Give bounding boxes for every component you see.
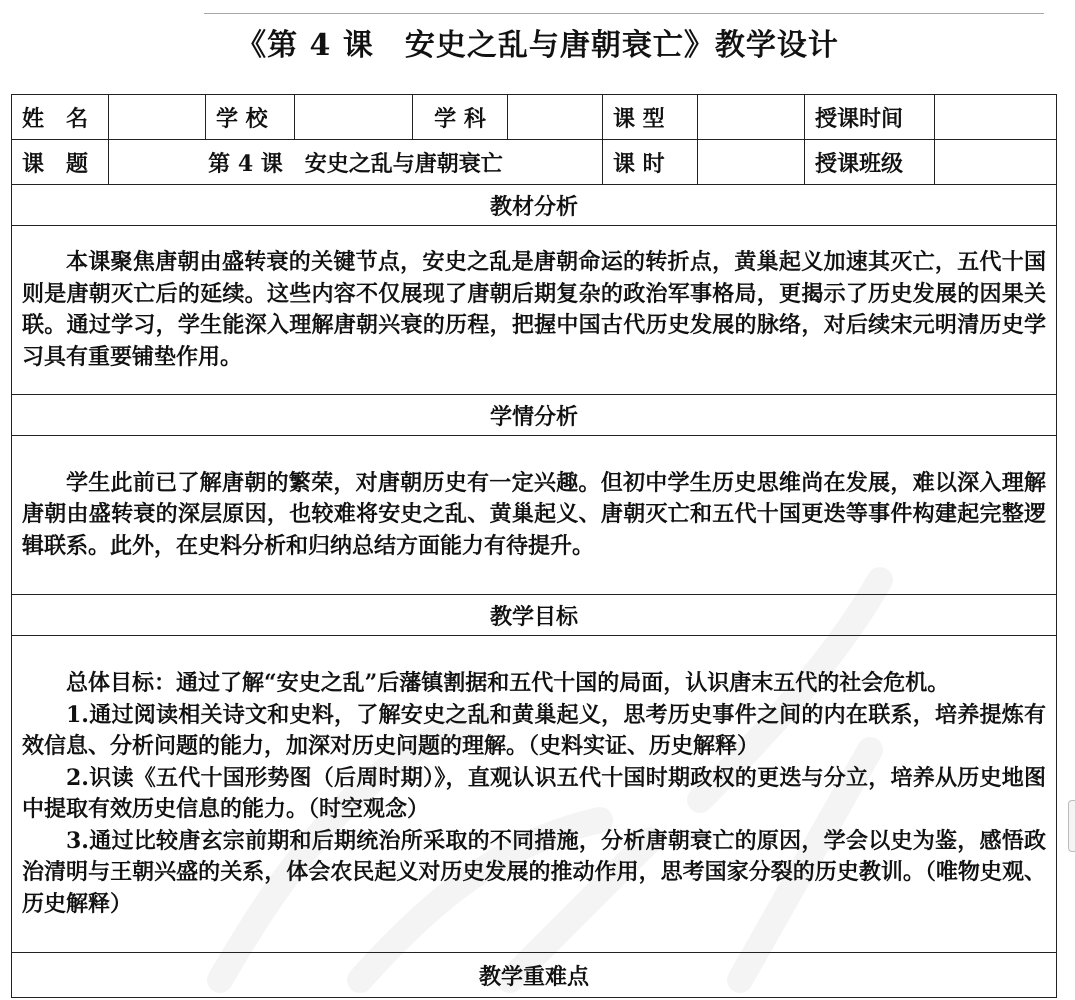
name-label: 姓 名 (12, 95, 109, 140)
lesson-design-table (11, 94, 1057, 998)
textbook-analysis-paragraph: 本课聚焦唐朝由盛转衰的关键节点，安史之乱是唐朝命运的转折点，黄巢起义加速其灭亡，五代十国则是唐朝灭亡后的延续。这些内容不仅展现了唐朝后期复杂的政治军事格局，更揭示了历史发展的因果关联。通过学习，学生能深入理解唐朝兴衰的历程，把握中国古代历史发展的脉络，对后续宋元明清历史学习具有重要铺垫作用。 (22, 249, 1046, 370)
goal-item-3: 3.通过比较唐玄宗前期和后期统治所采取的不同措施，分析唐朝衰亡的原因，学会以史为鉴，感悟政治清明与王朝兴盛的关系，体会农民起义对历史发展的推动作用，思考国家分裂的历史教训。（唯物史观、历史解释） (22, 827, 1046, 917)
school-label: 学 校 (206, 95, 295, 140)
teaching-time-label: 授课时间 (805, 95, 935, 140)
document-title: 《第 4 课 安史之乱与唐朝衰亡》教学设计 (236, 28, 839, 63)
student-analysis-heading: 学情分析 (12, 395, 1057, 436)
header-rule (204, 13, 1044, 14)
topic-value: 第 4 课 安史之乱与唐朝衰亡 (109, 140, 603, 185)
goal-item-1: 1.通过阅读相关诗文和史料，了解安史之乱和黄巢起义，思考历史事件之间的内在联系，培养提炼有效信息、分析问题的能力，加深对历史问题的理解。（史料实证、历史解释） (22, 701, 1046, 759)
topic-label: 课 题 (12, 140, 109, 185)
teaching-time-value[interactable] (935, 95, 1057, 140)
teaching-goals-heading: 教学目标 (12, 595, 1057, 636)
class-label: 授课班级 (805, 140, 935, 185)
textbook-analysis-header (12, 185, 1057, 226)
lesson-type-value[interactable] (698, 95, 805, 140)
overall-goal-paragraph: 总体目标：通过了解“安史之乱”后藩镇割据和五代十国的局面，认识唐末五代的社会危机。 (66, 670, 950, 696)
subject-label: 学 科 (413, 95, 508, 140)
teaching-goals-header (12, 595, 1057, 636)
meta-row-2 (12, 140, 1057, 185)
name-value[interactable] (109, 95, 206, 140)
periods-label: 课 时 (603, 140, 698, 185)
page-edge-tab[interactable] (1068, 800, 1075, 852)
student-analysis-header (12, 395, 1057, 436)
key-points-heading: 教学重难点 (12, 953, 1057, 998)
meta-row-1 (12, 95, 1057, 140)
class-value[interactable] (935, 140, 1057, 185)
periods-value[interactable] (698, 140, 805, 185)
goal-item-2: 2.识读《五代十国形势图（后周时期）》，直观认识五代十国时期政权的更迭与分立，培养从历史地图中提取有效历史信息的能力。（时空观念） (22, 764, 1046, 822)
school-value[interactable] (295, 95, 413, 140)
key-points-header (12, 953, 1057, 998)
teaching-goals-body (12, 636, 1057, 953)
student-analysis-body (12, 436, 1057, 595)
textbook-analysis-heading: 教材分析 (12, 185, 1057, 226)
lesson-type-label: 课 型 (603, 95, 698, 140)
subject-value[interactable] (508, 95, 603, 140)
textbook-analysis-body (12, 226, 1057, 395)
student-analysis-paragraph: 学生此前已了解唐朝的繁荣，对唐朝历史有一定兴趣。但初中学生历史思维尚在发展，难以深入理解唐朝由盛转衰的深层原因，也较难将安史之乱、黄巢起义、唐朝灭亡和五代十国更迭等事件构建起完整逻辑联系。此外，在史料分析和归纳总结方面能力有待提升。 (22, 469, 1046, 559)
